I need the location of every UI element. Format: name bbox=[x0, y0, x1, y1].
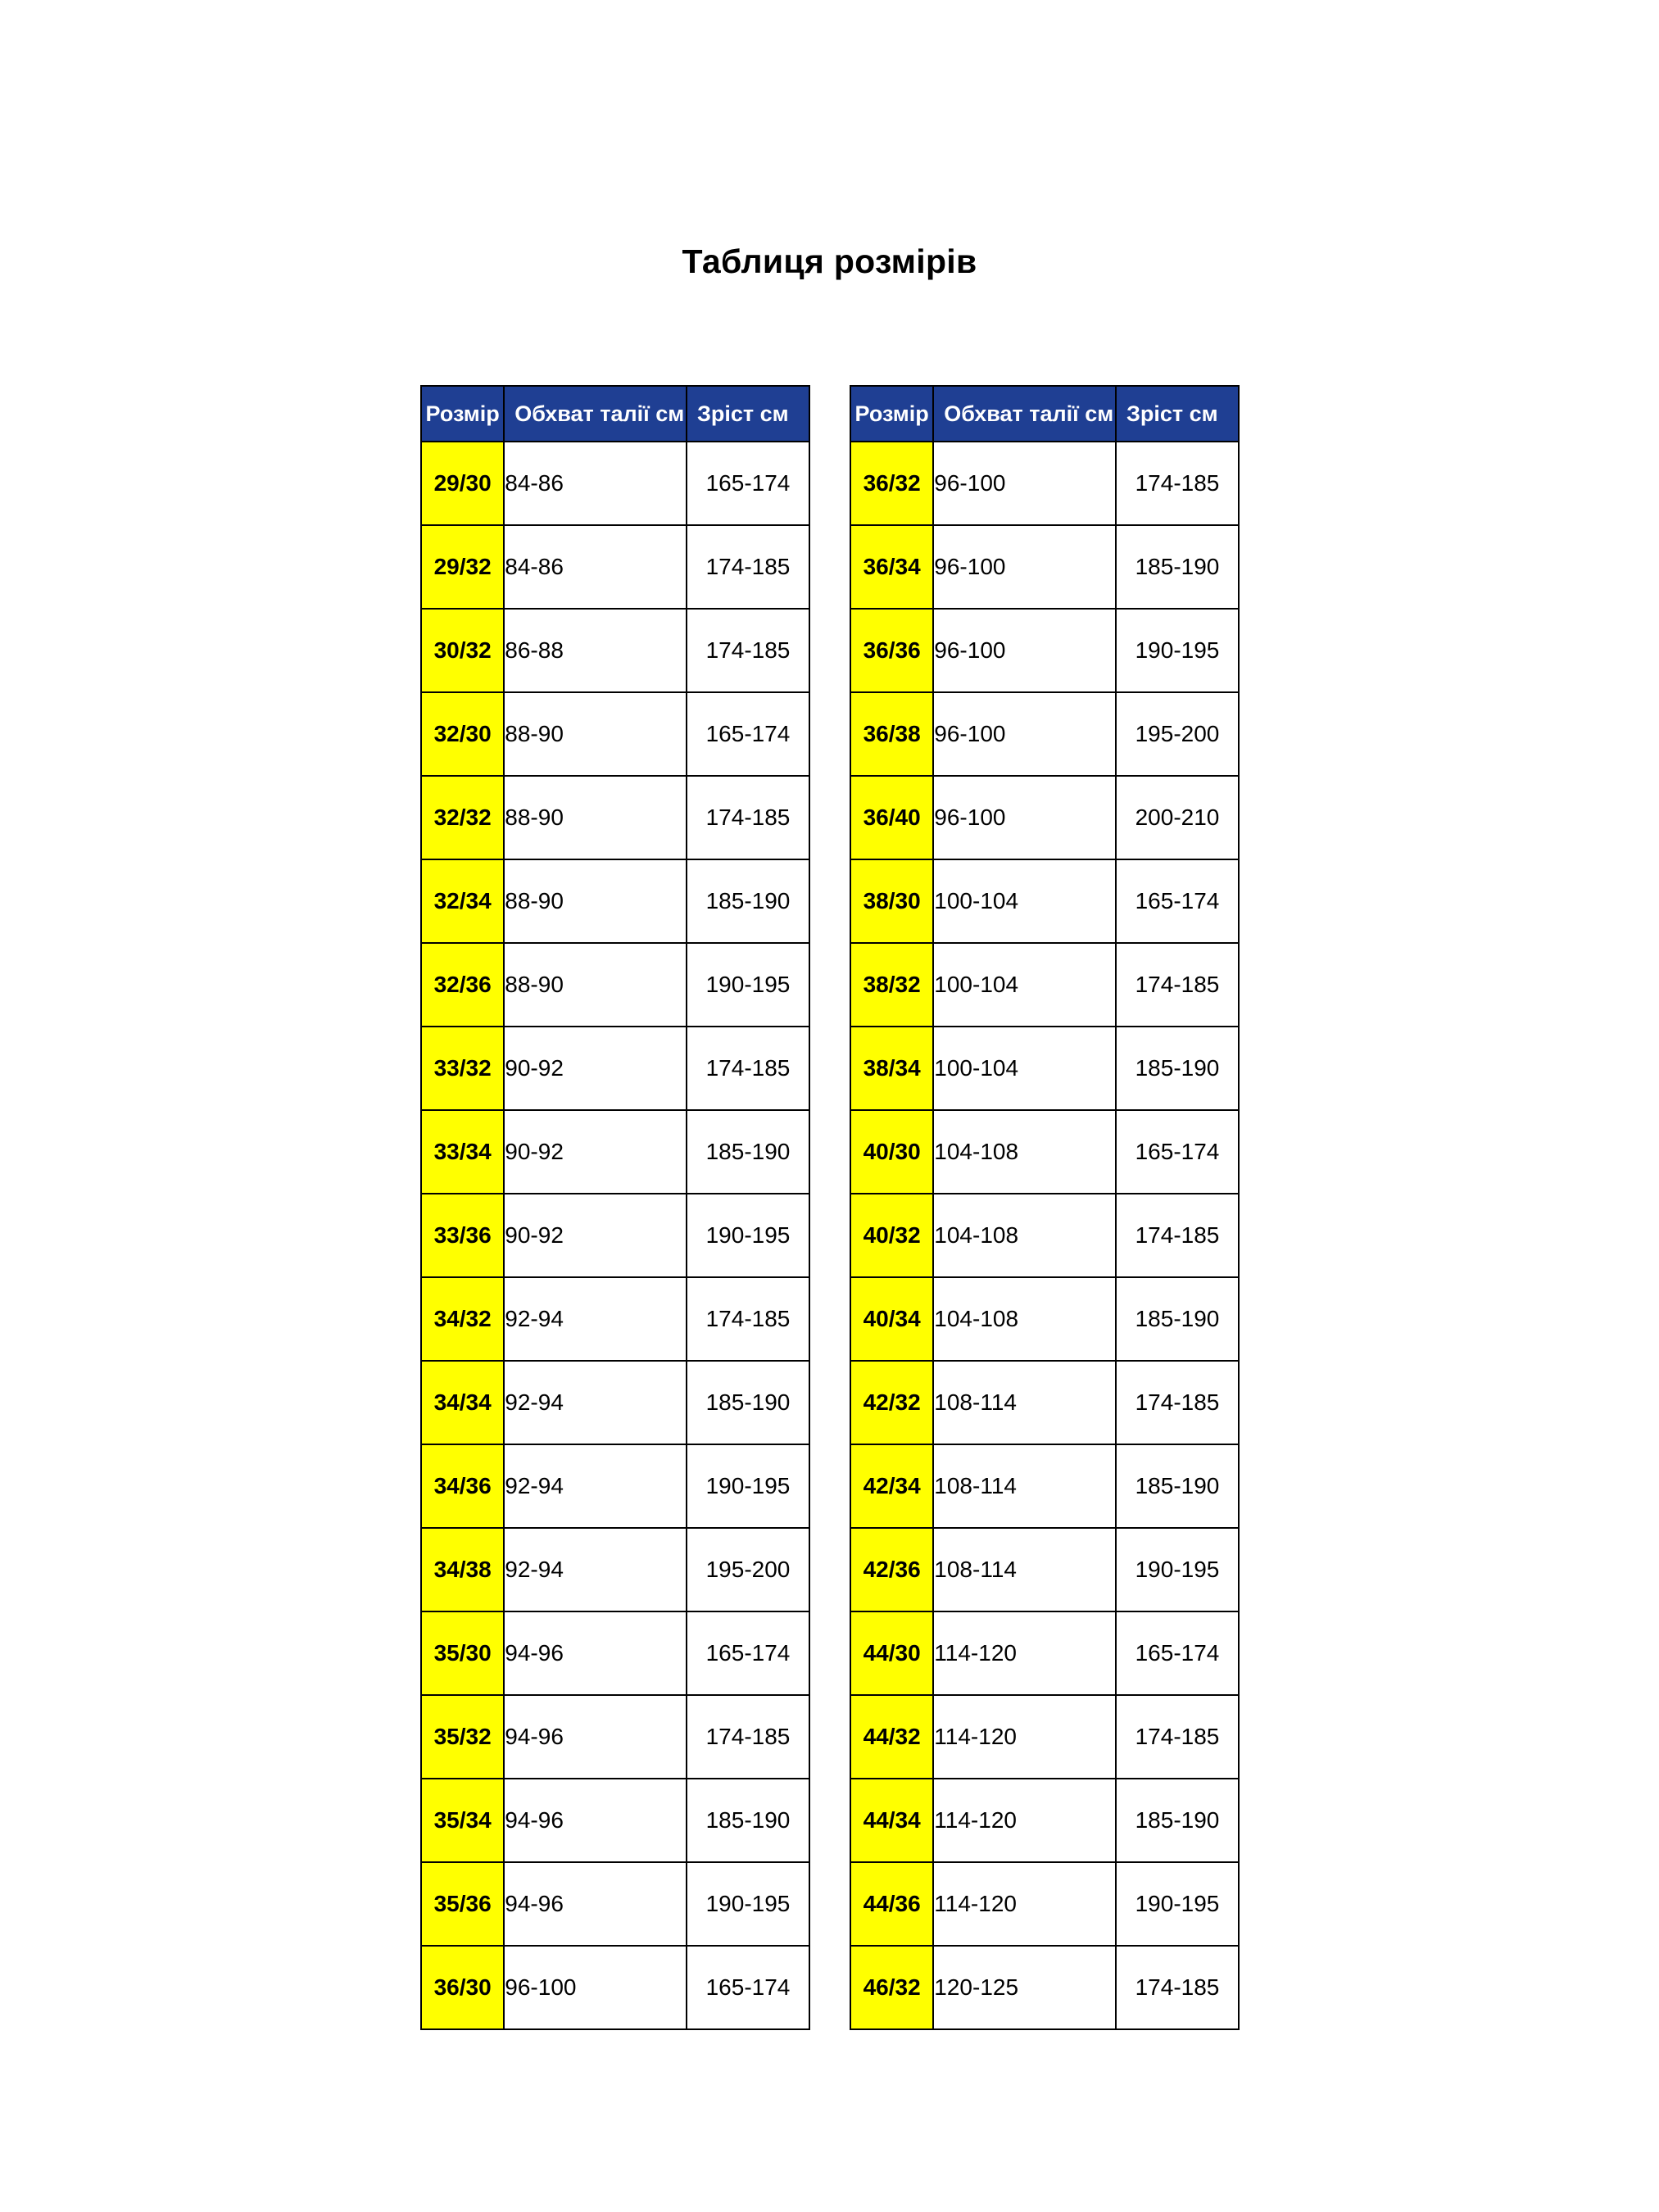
cell-size: 32/36 bbox=[421, 943, 504, 1027]
cell-waist: 88-90 bbox=[504, 859, 687, 943]
cell-height: 165-174 bbox=[687, 1946, 809, 2029]
table-row bbox=[421, 1611, 809, 1695]
cell-size: 44/34 bbox=[850, 1779, 933, 1862]
cell-height: 165-174 bbox=[687, 692, 809, 776]
cell-height: 185-190 bbox=[1116, 525, 1239, 609]
table-row bbox=[850, 609, 1239, 692]
table-row bbox=[421, 525, 809, 609]
cell-height: 174-185 bbox=[1116, 442, 1239, 525]
cell-size: 36/34 bbox=[850, 525, 933, 609]
cell-size: 35/30 bbox=[421, 1611, 504, 1695]
cell-height: 174-185 bbox=[1116, 1946, 1239, 2029]
cell-size: 32/30 bbox=[421, 692, 504, 776]
cell-height: 185-190 bbox=[687, 859, 809, 943]
cell-height: 190-195 bbox=[687, 1194, 809, 1277]
table-row bbox=[421, 1027, 809, 1110]
table-row bbox=[850, 1779, 1239, 1862]
cell-height: 195-200 bbox=[1116, 692, 1239, 776]
cell-size: 38/34 bbox=[850, 1027, 933, 1110]
cell-height: 174-185 bbox=[1116, 1361, 1239, 1444]
table-row bbox=[421, 1946, 809, 2029]
table-row bbox=[850, 1444, 1239, 1528]
cell-size: 36/30 bbox=[421, 1946, 504, 2029]
cell-waist: 92-94 bbox=[504, 1361, 687, 1444]
table-row bbox=[421, 1361, 809, 1444]
cell-waist: 96-100 bbox=[933, 692, 1116, 776]
cell-waist: 94-96 bbox=[504, 1779, 687, 1862]
cell-size: 33/32 bbox=[421, 1027, 504, 1110]
cell-height: 190-195 bbox=[687, 1444, 809, 1528]
cell-size: 44/30 bbox=[850, 1611, 933, 1695]
cell-height: 190-195 bbox=[1116, 609, 1239, 692]
cell-height: 174-185 bbox=[687, 609, 809, 692]
table-row bbox=[421, 1194, 809, 1277]
size-table-left bbox=[420, 385, 810, 2030]
cell-size: 42/36 bbox=[850, 1528, 933, 1611]
cell-waist: 92-94 bbox=[504, 1277, 687, 1361]
cell-size: 29/30 bbox=[421, 442, 504, 525]
cell-waist: 88-90 bbox=[504, 776, 687, 859]
table-row bbox=[850, 1862, 1239, 1946]
table-row bbox=[850, 1946, 1239, 2029]
cell-size: 36/36 bbox=[850, 609, 933, 692]
cell-height: 174-185 bbox=[687, 1277, 809, 1361]
table-row bbox=[421, 692, 809, 776]
cell-size: 35/36 bbox=[421, 1862, 504, 1946]
cell-size: 35/34 bbox=[421, 1779, 504, 1862]
cell-height: 185-190 bbox=[1116, 1027, 1239, 1110]
table-row bbox=[421, 1528, 809, 1611]
cell-size: 46/32 bbox=[850, 1946, 933, 2029]
table-body-right bbox=[850, 442, 1239, 2029]
table-row bbox=[850, 776, 1239, 859]
table-row bbox=[850, 1194, 1239, 1277]
cell-height: 174-185 bbox=[687, 1027, 809, 1110]
cell-waist: 90-92 bbox=[504, 1194, 687, 1277]
table-row bbox=[850, 442, 1239, 525]
cell-size: 32/32 bbox=[421, 776, 504, 859]
cell-height: 165-174 bbox=[1116, 1611, 1239, 1695]
table-row bbox=[421, 1444, 809, 1528]
cell-size: 33/36 bbox=[421, 1194, 504, 1277]
cell-size: 34/34 bbox=[421, 1361, 504, 1444]
column-header-waist: Обхват талії см bbox=[504, 386, 687, 442]
cell-size: 42/34 bbox=[850, 1444, 933, 1528]
table-row bbox=[850, 1528, 1239, 1611]
cell-waist: 94-96 bbox=[504, 1611, 687, 1695]
cell-size: 36/32 bbox=[850, 442, 933, 525]
cell-size: 30/32 bbox=[421, 609, 504, 692]
cell-waist: 96-100 bbox=[933, 609, 1116, 692]
cell-waist: 104-108 bbox=[933, 1110, 1116, 1194]
cell-size: 35/32 bbox=[421, 1695, 504, 1779]
cell-size: 34/38 bbox=[421, 1528, 504, 1611]
cell-size: 34/36 bbox=[421, 1444, 504, 1528]
cell-height: 190-195 bbox=[687, 1862, 809, 1946]
cell-waist: 108-114 bbox=[933, 1528, 1116, 1611]
table-row bbox=[850, 1110, 1239, 1194]
column-header-height: Зріст см bbox=[1116, 386, 1239, 442]
column-header-size: Розмір bbox=[421, 386, 504, 442]
cell-waist: 96-100 bbox=[933, 525, 1116, 609]
table-row bbox=[850, 692, 1239, 776]
table-header-row bbox=[421, 386, 809, 442]
cell-waist: 114-120 bbox=[933, 1611, 1116, 1695]
cell-height: 185-190 bbox=[687, 1779, 809, 1862]
cell-waist: 94-96 bbox=[504, 1862, 687, 1946]
cell-height: 165-174 bbox=[687, 442, 809, 525]
table-body-left bbox=[421, 442, 809, 2029]
cell-waist: 104-108 bbox=[933, 1277, 1116, 1361]
table-row bbox=[421, 1862, 809, 1946]
cell-size: 40/32 bbox=[850, 1194, 933, 1277]
cell-size: 34/32 bbox=[421, 1277, 504, 1361]
cell-height: 165-174 bbox=[1116, 859, 1239, 943]
table-row bbox=[421, 943, 809, 1027]
cell-size: 36/38 bbox=[850, 692, 933, 776]
cell-height: 200-210 bbox=[1116, 776, 1239, 859]
cell-height: 165-174 bbox=[1116, 1110, 1239, 1194]
table-row bbox=[421, 1779, 809, 1862]
cell-waist: 100-104 bbox=[933, 943, 1116, 1027]
cell-waist: 94-96 bbox=[504, 1695, 687, 1779]
table-row bbox=[421, 776, 809, 859]
cell-waist: 96-100 bbox=[933, 442, 1116, 525]
cell-waist: 88-90 bbox=[504, 943, 687, 1027]
cell-size: 40/34 bbox=[850, 1277, 933, 1361]
cell-size: 44/36 bbox=[850, 1862, 933, 1946]
cell-waist: 114-120 bbox=[933, 1862, 1116, 1946]
cell-size: 38/32 bbox=[850, 943, 933, 1027]
size-tables-container bbox=[420, 385, 1240, 2030]
table-row bbox=[421, 1695, 809, 1779]
cell-waist: 90-92 bbox=[504, 1110, 687, 1194]
table-row bbox=[850, 859, 1239, 943]
column-header-waist: Обхват талії см bbox=[933, 386, 1116, 442]
cell-height: 174-185 bbox=[687, 776, 809, 859]
column-header-height: Зріст см bbox=[687, 386, 809, 442]
cell-waist: 114-120 bbox=[933, 1695, 1116, 1779]
cell-height: 185-190 bbox=[1116, 1779, 1239, 1862]
cell-size: 33/34 bbox=[421, 1110, 504, 1194]
cell-waist: 96-100 bbox=[933, 776, 1116, 859]
table-row bbox=[850, 1027, 1239, 1110]
cell-waist: 100-104 bbox=[933, 859, 1116, 943]
cell-waist: 90-92 bbox=[504, 1027, 687, 1110]
cell-waist: 86-88 bbox=[504, 609, 687, 692]
cell-height: 190-195 bbox=[1116, 1862, 1239, 1946]
cell-height: 174-185 bbox=[687, 525, 809, 609]
table-row bbox=[850, 525, 1239, 609]
cell-height: 185-190 bbox=[687, 1110, 809, 1194]
cell-waist: 96-100 bbox=[504, 1946, 687, 2029]
cell-waist: 84-86 bbox=[504, 442, 687, 525]
table-row bbox=[850, 1695, 1239, 1779]
cell-height: 190-195 bbox=[687, 943, 809, 1027]
cell-height: 165-174 bbox=[687, 1611, 809, 1695]
cell-height: 185-190 bbox=[687, 1361, 809, 1444]
table-row bbox=[850, 1361, 1239, 1444]
cell-height: 174-185 bbox=[1116, 1695, 1239, 1779]
table-row bbox=[421, 1277, 809, 1361]
table-row bbox=[850, 1277, 1239, 1361]
table-row bbox=[421, 442, 809, 525]
cell-size: 38/30 bbox=[850, 859, 933, 943]
cell-waist: 120-125 bbox=[933, 1946, 1116, 2029]
table-row bbox=[421, 1110, 809, 1194]
cell-size: 29/32 bbox=[421, 525, 504, 609]
column-header-size: Розмір bbox=[850, 386, 933, 442]
cell-waist: 108-114 bbox=[933, 1361, 1116, 1444]
cell-size: 32/34 bbox=[421, 859, 504, 943]
cell-waist: 104-108 bbox=[933, 1194, 1116, 1277]
table-header-row bbox=[850, 386, 1239, 442]
cell-waist: 114-120 bbox=[933, 1779, 1116, 1862]
cell-size: 40/30 bbox=[850, 1110, 933, 1194]
cell-height: 185-190 bbox=[1116, 1444, 1239, 1528]
cell-size: 44/32 bbox=[850, 1695, 933, 1779]
cell-size: 36/40 bbox=[850, 776, 933, 859]
table-row bbox=[850, 1611, 1239, 1695]
cell-height: 174-185 bbox=[1116, 1194, 1239, 1277]
size-table-right bbox=[850, 385, 1240, 2030]
table-row bbox=[850, 943, 1239, 1027]
cell-waist: 100-104 bbox=[933, 1027, 1116, 1110]
table-row bbox=[421, 859, 809, 943]
cell-height: 190-195 bbox=[1116, 1528, 1239, 1611]
cell-waist: 108-114 bbox=[933, 1444, 1116, 1528]
cell-height: 174-185 bbox=[1116, 943, 1239, 1027]
cell-height: 195-200 bbox=[687, 1528, 809, 1611]
cell-waist: 92-94 bbox=[504, 1528, 687, 1611]
cell-waist: 92-94 bbox=[504, 1444, 687, 1528]
cell-waist: 84-86 bbox=[504, 525, 687, 609]
table-row bbox=[421, 609, 809, 692]
cell-height: 174-185 bbox=[687, 1695, 809, 1779]
page-title: Таблиця розмірів bbox=[682, 243, 977, 280]
cell-height: 185-190 bbox=[1116, 1277, 1239, 1361]
cell-size: 42/32 bbox=[850, 1361, 933, 1444]
cell-waist: 88-90 bbox=[504, 692, 687, 776]
